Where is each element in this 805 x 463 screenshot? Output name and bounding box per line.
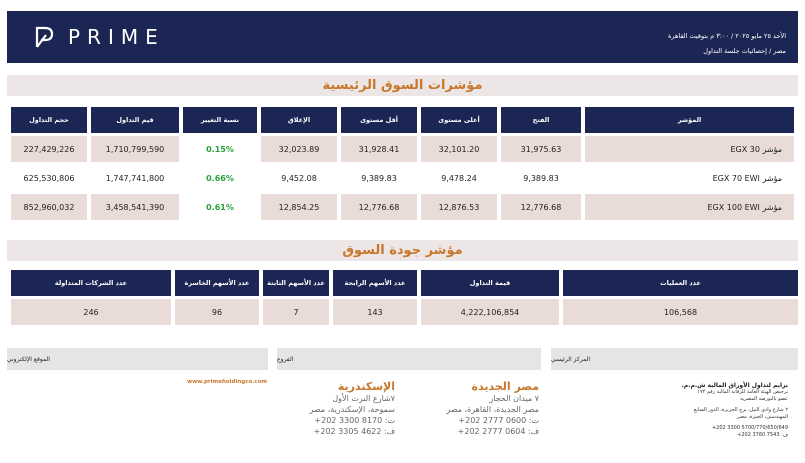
cell-value: 1,747,741,800 [105, 173, 165, 183]
quality-header-row [11, 270, 798, 296]
footer-hq-bar [551, 348, 798, 370]
cell-unchanged: 7 [263, 299, 329, 325]
col-high: أعلى مستوى [421, 107, 497, 133]
cell-change: 0.66% [206, 173, 234, 183]
hq-license: ترخيص الهيئة العامة للرقابة المالية رقم ١٧٢ [697, 389, 788, 395]
col-volume: حجم التداول [11, 107, 87, 133]
cell-volume: 852,960,032 [11, 194, 87, 220]
cell-low: 31,928.41 [341, 136, 417, 162]
cell-high: 9,478.24 [441, 173, 477, 183]
footer-email-label: الموقع الإلكتروني [7, 355, 50, 363]
branch-alexandria [310, 380, 395, 437]
cell-change: 0.61% [183, 194, 257, 220]
cell-high: 12,876.53 [421, 194, 497, 220]
branch-tel: ت: 0600 2777 202+ [458, 416, 539, 425]
prime-p-logo-icon [34, 26, 54, 48]
cell-low: 9,389.83 [361, 173, 397, 183]
session-date: الأحد ٢٥ مايو ٢٠٢٥ / ٣:٠٠ م بتوقيت القاهرة [667, 32, 786, 40]
cell-trades-count: 106,568 [563, 299, 798, 325]
cell-index: مؤشر EGX 30 [585, 136, 794, 162]
indices-header-row [11, 107, 794, 133]
cell-trade-value: 4,222,106,854 [421, 299, 559, 325]
col-close: الإغلاق [261, 107, 337, 133]
branch-address-1: ٧ ميدان الحجاز [489, 394, 539, 403]
headquarters-block [682, 382, 788, 439]
cell-close: 12,854.25 [261, 194, 337, 220]
col-gainers: عدد الأسهم الرابحة [333, 270, 417, 296]
branch-fax: ف: 0604 2777 202+ [457, 427, 539, 436]
cell-traded-companies: 246 [11, 299, 171, 325]
quality-table [7, 267, 802, 328]
col-value: قيم التداول [91, 107, 179, 133]
indices-section-title: مؤشرات السوق الرئيسية [322, 78, 483, 93]
cell-losers: 96 [175, 299, 259, 325]
indices-section-band [7, 75, 798, 96]
breadcrumb: مصر / إحصائيات جلسة التداول [703, 47, 786, 55]
col-low: أقل مستوى [341, 107, 417, 133]
quality-section-band [7, 240, 798, 261]
branch-fax: ف: 4622 3305 202+ [313, 427, 395, 436]
footer-email-bar [7, 348, 268, 370]
col-trades-count: عدد العمليات [563, 270, 798, 296]
brand-logo [34, 24, 165, 50]
cell-open: 9,389.83 [523, 173, 559, 183]
hq-membership: عضو بالبورصة المصرية [740, 396, 788, 402]
col-unchanged: عدد الأسهم الثابتة [263, 270, 329, 296]
cell-low: 12,776.68 [341, 194, 417, 220]
page-header [7, 11, 798, 63]
branch-city: الإسكندرية [337, 380, 395, 393]
hq-address-1: ٢ شارع وادي النيل، برج الجزيرة، الدور السابع [693, 407, 788, 413]
table-row [11, 299, 798, 325]
cell-volume: 227,429,226 [11, 136, 87, 162]
branch-address-2: سموحة، الإسكندرية، مصر [309, 405, 395, 414]
cell-high: 32,101.20 [421, 136, 497, 162]
footer-hq-label: المركز الرئيسي [551, 355, 590, 363]
col-losers: عدد الأسهم الخاسرة [175, 270, 259, 296]
cell-value: 3,458,541,390 [91, 194, 179, 220]
table-row [11, 165, 794, 191]
cell-open: 31,975.63 [501, 136, 581, 162]
hq-address-2: المهندسين، الجيزة، مصر [737, 414, 788, 420]
brand-name: PRIME [68, 25, 165, 49]
cell-index: مؤشر EGX 100 EWI [585, 194, 794, 220]
cell-change: 0.15% [183, 136, 257, 162]
col-open: الفتح [501, 107, 581, 133]
branch-address-2: مصر الجديدة، القاهرة، مصر [446, 405, 539, 414]
branch-address-1: ٧شارع البرت الأول [332, 394, 395, 403]
cell-close: 9,452.08 [281, 173, 317, 183]
indices-table [7, 104, 798, 223]
col-trade-value: قيمة التداول [421, 270, 559, 296]
col-change: نسبة التغيير [183, 107, 257, 133]
branch-tel: ت: 8170 3300 202+ [314, 416, 395, 425]
branch-heliopolis [446, 380, 539, 437]
hq-company-name: برايم لتداول الأوراق المالية ش.م.م. [681, 382, 788, 389]
cell-value: 1,710,799,590 [91, 136, 179, 162]
quality-section-title: مؤشر جودة السوق [342, 243, 463, 258]
hq-tel: +202 3300 5700/770/650/649 [711, 425, 788, 431]
cell-close: 32,023.89 [261, 136, 337, 162]
footer-branches-bar [277, 348, 541, 370]
cell-index: مؤشر EGX 70 EWI [712, 173, 782, 183]
cell-open: 12,776.68 [501, 194, 581, 220]
table-row [11, 194, 794, 220]
col-traded-companies: عدد الشركات المتداولة [11, 270, 171, 296]
footer-branches-label: الفروع [277, 355, 294, 363]
branch-city: مصر الجديدة [471, 380, 539, 393]
table-row [11, 136, 794, 162]
cell-volume: 625,530,806 [23, 173, 75, 183]
website-link[interactable]: www.primeholdingco.com [187, 379, 268, 385]
col-index: المؤشر [585, 107, 794, 133]
cell-gainers: 143 [333, 299, 417, 325]
hq-fax: ف: 7543 3760 202+ [737, 432, 788, 438]
